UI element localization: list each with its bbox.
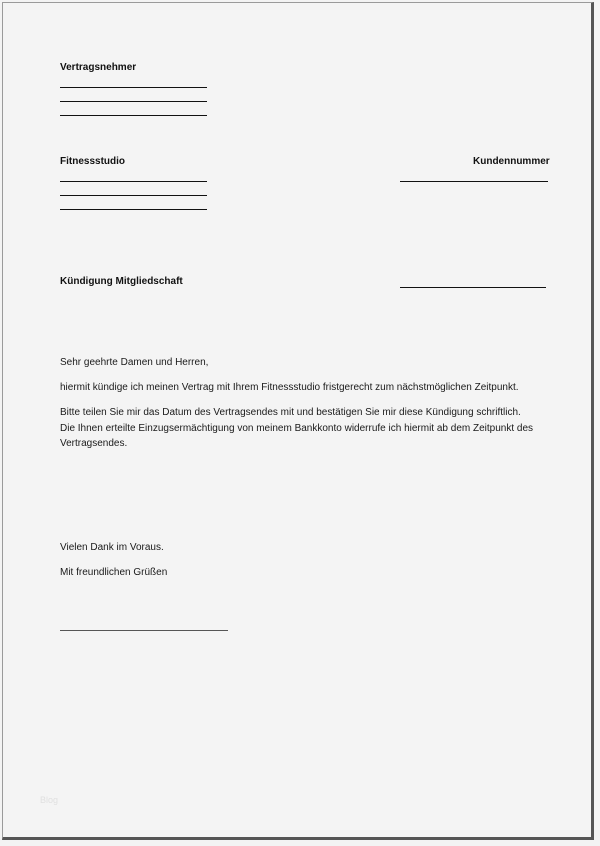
sender-label: Vertragsnehmer (60, 62, 137, 73)
thanks-text: Vielen Dank im Voraus. (60, 542, 164, 553)
sender-line-1 (60, 87, 207, 88)
paragraph-2-line-1: Bitte teilen Sie mir das Datum des Vertragsendes mit und bestätigen Sie mir diese Kündigung schriftlich. (60, 407, 521, 418)
customer-number-line (400, 181, 548, 182)
watermark: Blog (40, 795, 59, 805)
signature-line (60, 630, 228, 631)
date-line (400, 287, 546, 288)
studio-line-2 (60, 195, 207, 196)
document-page (2, 2, 594, 840)
studio-line-3 (60, 209, 207, 210)
paragraph-2-line-2: Die Ihnen erteilte Einzugsermächtigung von meinem Bankkonto widerrufe ich hiermit ab dem Zeitpunkt des (60, 423, 534, 434)
paragraph-2-line-3: Vertragsendes. (60, 438, 128, 449)
sender-line-3 (60, 115, 207, 116)
customer-number-label: Kundennummer (473, 156, 550, 167)
salutation: Sehr geehrte Damen und Herren, (60, 357, 209, 368)
studio-label: Fitnessstudio (60, 156, 126, 167)
paragraph-1: hiermit kündige ich meinen Vertrag mit Ihrem Fitnessstudio fristgerecht zum nächstmöglichen Zeitpunkt. (60, 382, 519, 393)
closing-text: Mit freundlichen Grüßen (60, 567, 168, 578)
subject-heading: Kündigung Mitgliedschaft (60, 276, 183, 287)
studio-line-1 (60, 181, 207, 182)
sender-line-2 (60, 101, 207, 102)
